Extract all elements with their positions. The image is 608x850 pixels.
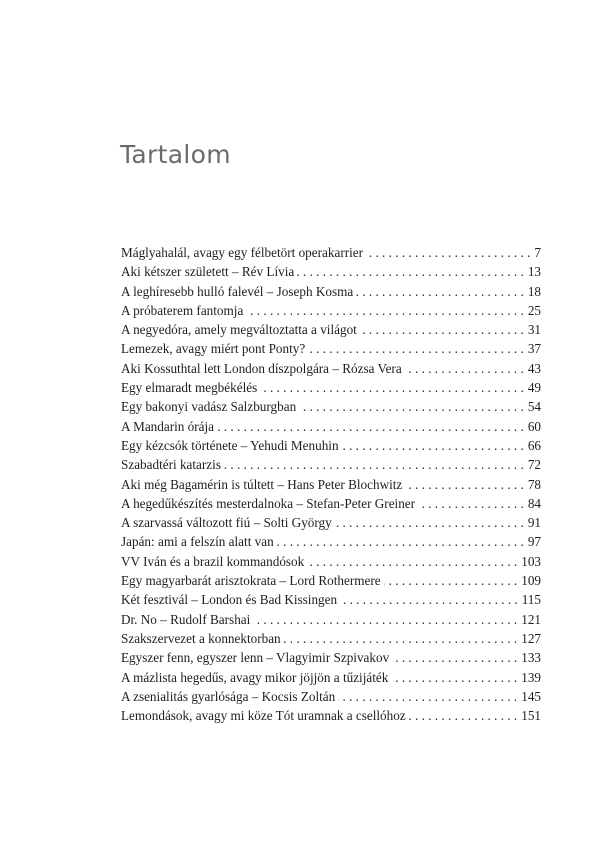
toc-entry: [121, 397, 541, 416]
toc-entry: [121, 455, 541, 474]
toc-entry: [121, 648, 541, 667]
toc-page-number: 25: [527, 302, 541, 318]
toc-dot-leader: [277, 532, 524, 551]
toc-dot-leader: [340, 590, 518, 609]
toc-entry: [121, 475, 541, 494]
toc-dot-leader: [284, 629, 518, 648]
toc-entry-title: Egy kézcsók története – Yehudi Menuhin: [121, 437, 339, 453]
toc-page-number: 54: [527, 399, 541, 415]
toc-dot-leader: [366, 243, 530, 262]
toc-entry: [121, 417, 541, 436]
toc-dot-leader: [356, 282, 524, 301]
toc-page-number: 78: [527, 476, 541, 492]
toc-page-number: 18: [527, 283, 541, 299]
toc-dot-leader: [418, 494, 524, 513]
toc-entry: [121, 629, 541, 648]
toc-entry-title: Aki kétszer született – Rév Lívia: [121, 264, 295, 280]
toc-dot-leader: [297, 262, 524, 281]
toc-entry-title: A mázlista hegedűs, avagy mikor jöjjön a tűzijáték: [121, 669, 389, 685]
toc-dot-leader: [253, 610, 517, 629]
toc-entry: [121, 339, 541, 358]
toc-entry-title: Egy bakonyi vadász Salzburgban: [121, 399, 297, 415]
toc-page-number: 103: [521, 553, 541, 569]
toc-entry-title: Szakszervezet a konnektorban: [121, 630, 281, 646]
toc-entry: [121, 301, 541, 320]
toc-page-number: 97: [527, 534, 541, 550]
toc-dot-leader: [360, 320, 524, 339]
toc-entry: [121, 378, 541, 397]
toc-entry-title: A negyedóra, amely megváltoztatta a világot: [121, 322, 357, 338]
toc-entry: [121, 706, 541, 725]
toc-entry-title: A próbaterem fantomja: [121, 302, 244, 318]
toc-dot-leader: [391, 668, 517, 687]
toc-page-number: 72: [527, 457, 541, 473]
toc-page-number: 84: [527, 495, 541, 511]
toc-entry-title: Egyszer fenn, egyszer lenn – Vlagyimir Szpivakov: [121, 650, 390, 666]
page-title: Tartalom: [120, 140, 231, 169]
toc-entry-title: Lemezek, avagy miért pont Ponty?: [121, 341, 306, 357]
toc-entry: [121, 571, 541, 590]
toc-entry-title: A zsenialitás gyarlósága – Kocsis Zoltán: [121, 688, 336, 704]
toc-entry-title: Aki Kossuthtal lett London díszpolgára – Rózsa Vera: [121, 360, 402, 376]
toc-entry-title: Japán: ami a felszín alatt van: [121, 534, 274, 550]
toc-entry-title: Lemondások, avagy mi köze Tót uramnak a csellóhoz: [121, 708, 406, 724]
toc-entry: [121, 513, 541, 532]
table-of-contents: [121, 243, 541, 725]
toc-dot-leader: [384, 571, 518, 590]
toc-entry-title: A hegedűkészítés mesterdalnoka – Stefan-Peter Greiner: [121, 495, 416, 511]
toc-entry: [121, 243, 541, 262]
toc-entry-title: Aki még Bagamérin is túltett – Hans Peter Blochwitz: [121, 476, 403, 492]
toc-page-number: 66: [527, 437, 541, 453]
toc-entry-title: Egy elmaradt megbékélés: [121, 380, 258, 396]
toc-entry: [121, 590, 541, 609]
toc-page-number: 115: [521, 592, 541, 608]
toc-entry-title: Két fesztivál – London és Bad Kissingen: [121, 592, 338, 608]
toc-page-number: 121: [521, 611, 541, 627]
toc-dot-leader: [405, 475, 524, 494]
toc-page-number: 91: [527, 515, 541, 531]
toc-entry: [121, 494, 541, 513]
toc-entry-title: A szarvassá változott fiú – Solti György: [121, 515, 332, 531]
toc-dot-leader: [246, 301, 524, 320]
toc-entry-title: Szabadtéri katarzis: [121, 457, 221, 473]
toc-page-number: 133: [521, 650, 541, 666]
toc-entry-title: VV Iván és a brazil kommandósok: [121, 553, 305, 569]
toc-entry: [121, 262, 541, 281]
toc-page-number: 43: [527, 360, 541, 376]
toc-entry-title: Egy magyarbarát arisztokrata – Lord Rothermere: [121, 573, 381, 589]
toc-dot-leader: [342, 436, 524, 455]
toc-dot-leader: [405, 359, 524, 378]
toc-entry: [121, 532, 541, 551]
toc-page-number: 37: [527, 341, 541, 357]
toc-page-number: 49: [527, 380, 541, 396]
toc-entry-title: Máglyahalál, avagy egy félbetört operakarrier: [121, 245, 364, 260]
toc-dot-leader: [392, 648, 517, 667]
toc-entry-title: A leghíresebb hulló falevél – Joseph Kosma: [121, 283, 354, 299]
toc-page-number: 60: [527, 418, 541, 434]
toc-entry: [121, 436, 541, 455]
toc-dot-leader: [299, 397, 524, 416]
toc-dot-leader: [308, 339, 524, 358]
toc-page-number: 127: [521, 630, 541, 646]
toc-entry: [121, 282, 541, 301]
toc-page-number: 145: [521, 688, 541, 704]
toc-page-number: 7: [534, 245, 541, 260]
toc-dot-leader: [307, 552, 517, 571]
toc-dot-leader: [224, 455, 524, 474]
toc-entry-title: A Mandarin órája: [121, 418, 215, 434]
toc-dot-leader: [409, 706, 518, 725]
toc-page-number: 109: [521, 573, 541, 589]
toc-page-number: 151: [521, 708, 541, 724]
toc-dot-leader: [217, 417, 524, 436]
toc-dot-leader: [260, 378, 524, 397]
toc-entry: [121, 668, 541, 687]
toc-entry: [121, 320, 541, 339]
toc-page-number: 13: [527, 264, 541, 280]
toc-entry: [121, 610, 541, 629]
toc-entry: [121, 552, 541, 571]
toc-page-number: 139: [521, 669, 541, 685]
toc-page-number: 31: [527, 322, 541, 338]
toc-entry-title: Dr. No – Rudolf Barshai: [121, 611, 251, 627]
toc-dot-leader: [338, 687, 517, 706]
toc-dot-leader: [335, 513, 524, 532]
toc-entry: [121, 359, 541, 378]
toc-entry: [121, 687, 541, 706]
